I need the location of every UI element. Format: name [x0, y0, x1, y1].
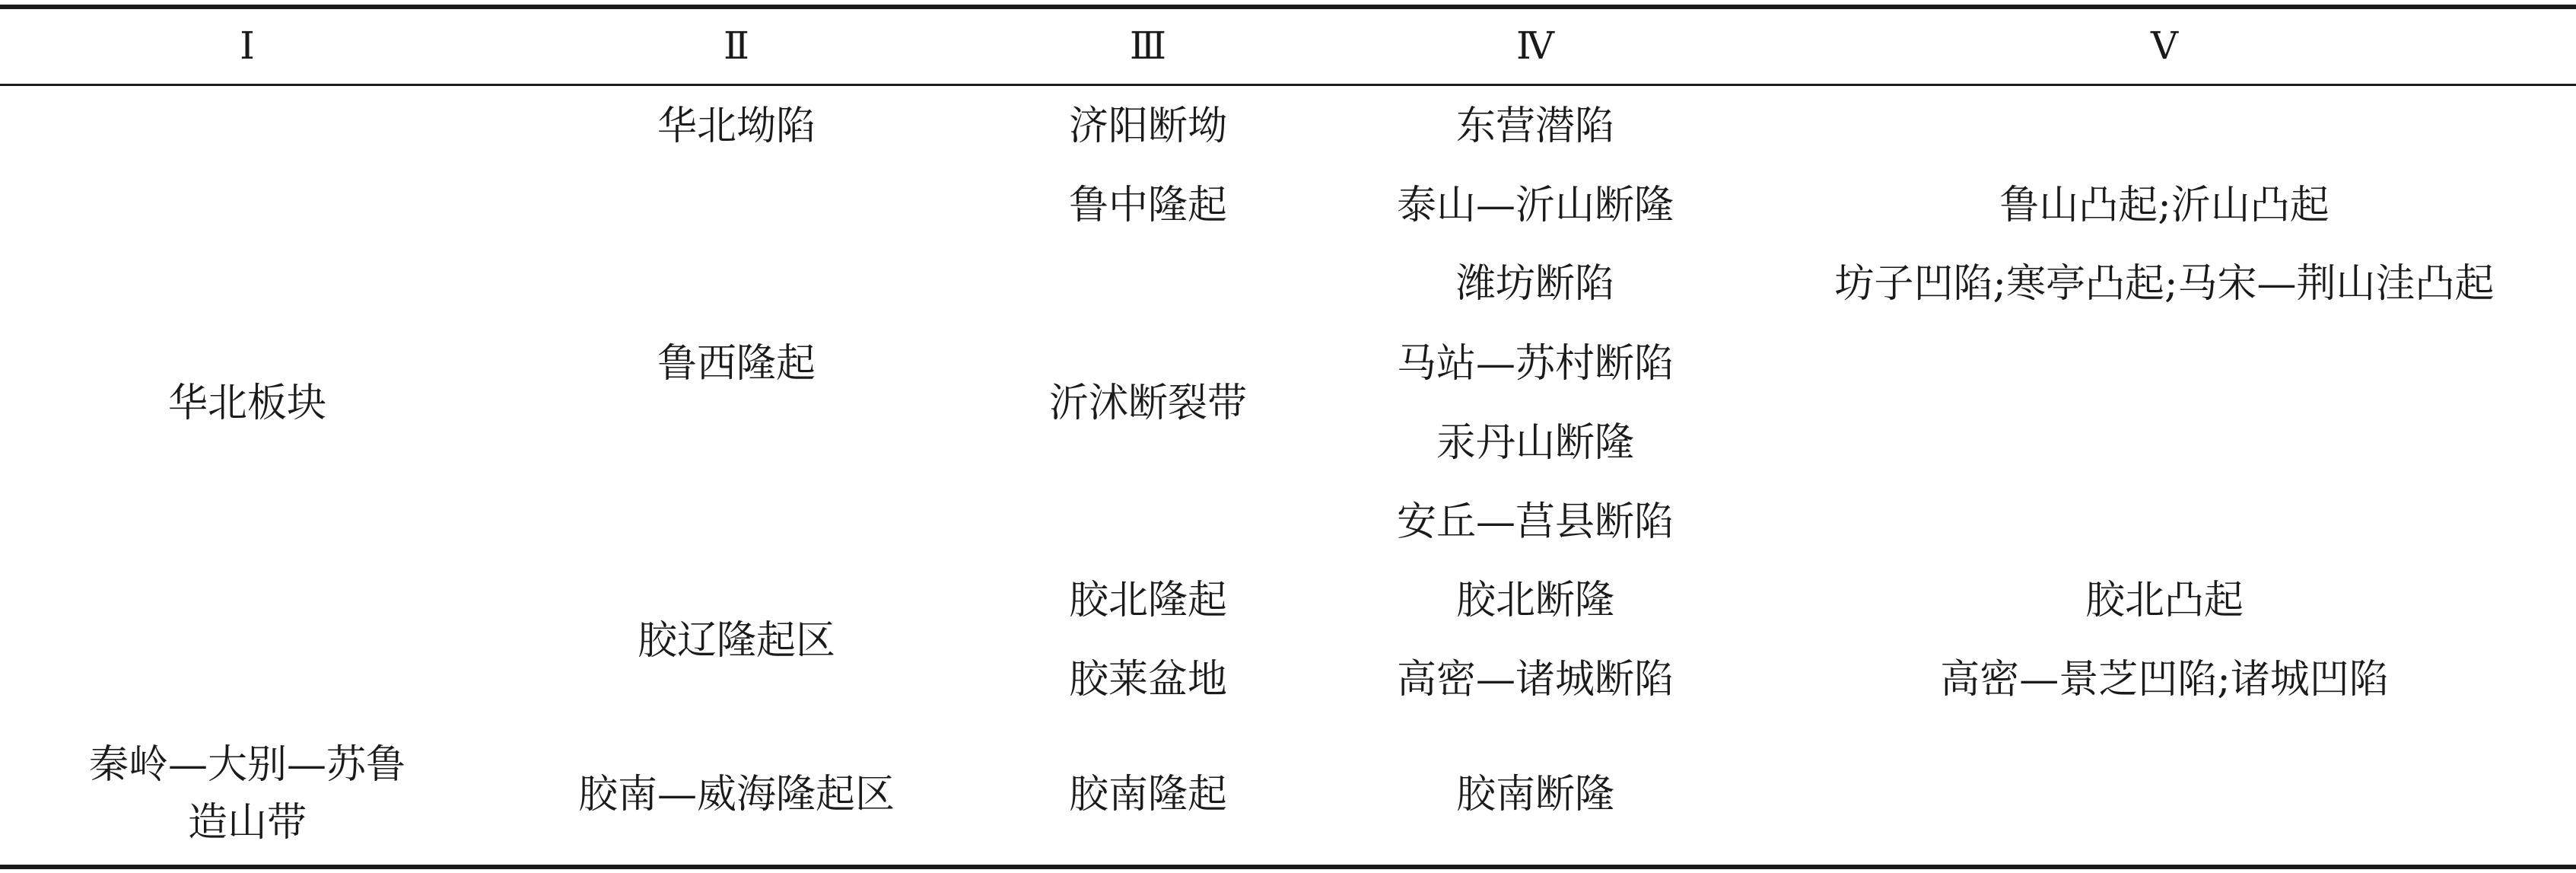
table-top-rule	[0, 5, 2576, 9]
cell-mazhan-sucun-depression: 马站—苏村断陷	[1396, 341, 1674, 387]
cell-jiaoliao-uplift-zone: 胶辽隆起区	[637, 618, 836, 664]
cell-jiaolai-basin: 胶莱盆地	[1068, 657, 1228, 703]
cell-jiaonan-uplift: 胶南隆起	[1068, 772, 1228, 817]
header-col-1: Ⅰ	[240, 24, 255, 68]
header-col-4: Ⅳ	[1516, 24, 1554, 68]
cell-jiaonan-weihai-uplift-zone: 胶南—威海隆起区	[577, 772, 895, 817]
cell-gaomi-zhucheng-depression: 高密—诸城断陷	[1396, 657, 1674, 703]
cell-yishu-fault-zone: 沂沭断裂带	[1048, 381, 1248, 426]
cell-jiaobei-uplift: 胶北隆起	[1068, 578, 1228, 623]
cell-north-china-plate: 华北板块	[167, 381, 327, 426]
cell-dongying-depression: 东营潜陷	[1455, 104, 1615, 149]
cell-qinling-line-2: 造山带	[187, 800, 307, 846]
header-col-2: Ⅱ	[724, 24, 749, 68]
cell-huabei-depression: 华北坳陷	[657, 104, 816, 149]
cell-luxi-uplift: 鲁西隆起	[657, 341, 816, 387]
cell-lushan-yishan-bulges: 鲁山凸起;沂山凸起	[1999, 183, 2330, 228]
cell-jiyang-fault-depression: 济阳断坳	[1068, 104, 1228, 149]
cell-gaomi-jingzhi-zhucheng: 高密—景芝凹陷;诸城凹陷	[1940, 657, 2389, 703]
cell-jiaonan-fault-uplift: 胶南断隆	[1455, 772, 1615, 817]
header-col-3: Ⅲ	[1129, 24, 1167, 68]
header-col-5: Ⅴ	[2150, 24, 2179, 68]
cell-luzhong-uplift: 鲁中隆起	[1068, 183, 1228, 228]
cell-weifang-depression: 潍坊断陷	[1455, 261, 1615, 307]
table-header-rule	[0, 84, 2576, 86]
cell-fangzi-hanting-masong: 坊子凹陷;寒亭凸起;马宋—荆山洼凸起	[1834, 261, 2495, 307]
cell-jiaobei-bulge: 胶北凸起	[2085, 578, 2244, 623]
table-bottom-rule	[0, 865, 2576, 869]
cell-qinling-line-1: 秦岭—大别—苏鲁	[88, 742, 405, 788]
cell-anqiu-juxian-depression: 安丘—莒县断陷	[1396, 499, 1674, 545]
cell-jiaobei-fault-uplift: 胶北断隆	[1455, 578, 1615, 623]
cell-taishan-yishan-uplift: 泰山—沂山断隆	[1396, 183, 1674, 228]
cell-qinling-orogenic-belt	[68, 736, 426, 852]
cell-ludanshan-uplift: 汞丹山断隆	[1436, 420, 1635, 466]
